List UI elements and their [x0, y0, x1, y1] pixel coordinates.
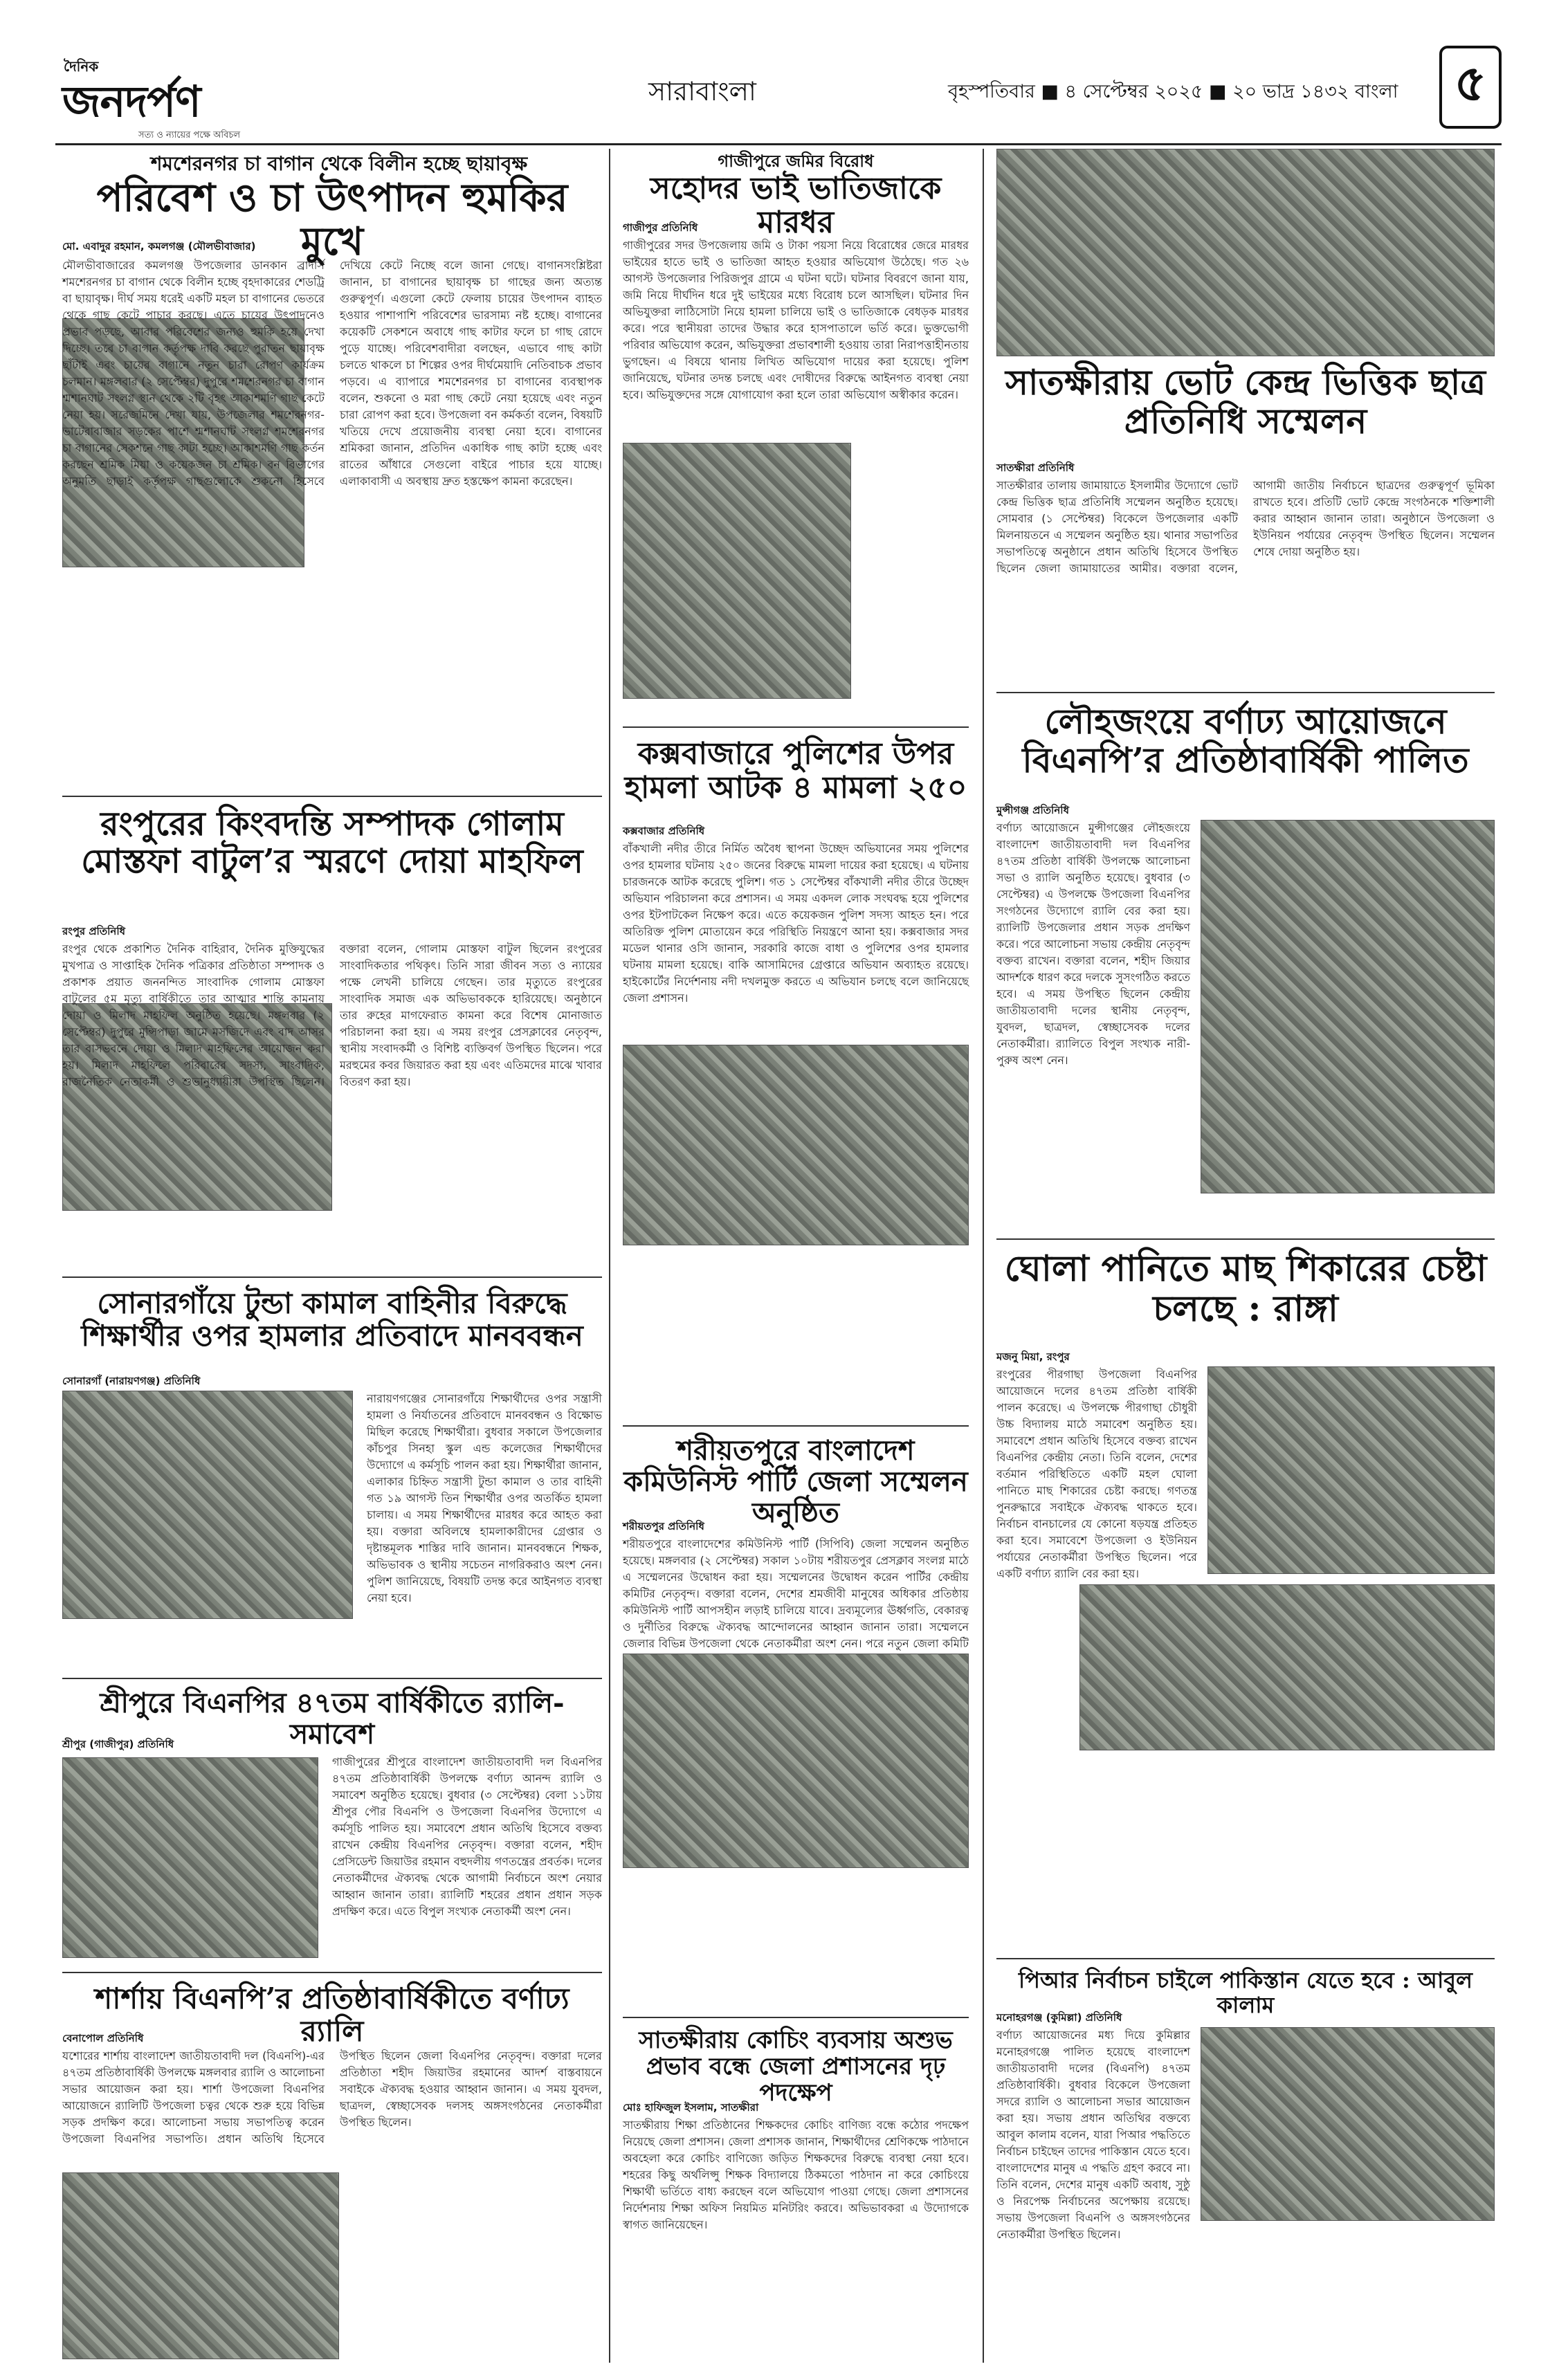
rangpur-byline: রংপুর প্রতিনিধি — [62, 925, 126, 937]
dateline: বৃহস্পতিবার ■ ৪ সেপ্টেম্বর ২০২৫ ■ ২০ ভাদ্র ১৪৩২ বাংলা — [948, 81, 1398, 102]
rule — [996, 1238, 1495, 1240]
sharsha-body: যশোরের শার্শায় বাংলাদেশ জাতীয়তাবাদী দল (বিএনপি)-এর ৪৭তম প্রতিষ্ঠাবার্ষিকী উপলক্ষে মঙ্গলবার র‍্যালি ও আলোচনা সভার আয়োজন করা হয়। শার্শা উপজেলা বিএনপির আয়োজনে র‍্যালিটি উপজেলা চত্বর থেকে শুরু হয়ে বিভিন্ন সড়ক প্রদক্ষিণ করে। আলোচনা সভায় সভাপতিত্ব করেন উপজেলা বিএনপির সভাপতি। প্রধান অতিথি হিসেবে উপস্থিত ছিলেন জেলা বিএনপির নেতৃবৃন্দ। বক্তারা দলের প্রতিষ্ঠাতা শহীদ জিয়াউর রহমানের আদর্শ বাস্তবায়নে সবাইকে ঐক্যবদ্ধ হওয়ার আহ্বান জানান। এ সময় যুবদল, ছাত্রদল, স্বেচ্ছাসেবক দলসহ অঙ্গসংগঠনের নেতাকর্মীরা উপস্থিত ছিলেন। — [62, 2049, 602, 2145]
pakistan-byline: মনোহরগঞ্জ (কুমিল্লা) প্রতিনিধি — [996, 2011, 1122, 2024]
pakistan-photo — [1201, 2027, 1495, 2221]
gazipur-headline: সহোদর ভাই ভাতিজাকে মারধর — [650, 171, 942, 241]
nameplate: জনদর্পণ — [62, 76, 201, 127]
rule — [62, 1276, 602, 1278]
column-rule-right — [983, 149, 984, 2363]
gazipur-kicker: গাজীপুরে জমির বিরোধ — [718, 152, 874, 171]
lohagara-byline: মুন্সীগঞ্জ প্রতিনিধি — [996, 804, 1069, 816]
pakistan-headline: পিআর নির্বাচন চাইলে পাকিস্তান যেতে হবে : আবুল কালাম — [1019, 1967, 1472, 2018]
tea-byline: মো. এবাদুর রহমান, কমলগঞ্জ (মৌলভীবাজার) — [62, 240, 256, 253]
tea-body: মৌলভীবাজারের কমলগঞ্জ উপজেলার ডানকান ব্রাদার্স শমশেরনগর চা বাগান থেকে বিলীন হচ্ছে বৃহদাকারের শেডট্রি বা ছায়াবৃক্ষ। দীর্ঘ সময় ধরেই একটি মহল চা বাগানের ভেতরে থেকে গাছ কেটে পাচার করছে। এতে চায়ের উৎপাদনেও প্রভাব পড়ছে, আবার পরিবেশের জন্যও হুমকি হয়ে দেখা দিচ্ছে। তবে চা বাগান কর্তৃপক্ষ দাবি করছে পুরাতন ছায়াবৃক্ষ ছাঁটাই এবং চায়ের বাগানে নতুন চারা রোপণ কার্যক্রম চলমান। মঙ্গলবার (২ সেপ্টেম্বর) দুপুরে শমশেরনগর চা বাগান শ্মশানঘাট সংলগ্ন স্থান থেকে ২টি বৃহৎ আকাশমণি গাছ কেটে নেয়া হয়। সরেজমিনে দেখা যায়, উপজেলার শমশেরনগর-ভাটেরাবাজার সড়কের পাশে শ্মশানঘাট সংলগ্ন শমশেরনগর চা বাগানের সেকশনে গাছ কাটা হচ্ছে। আকাশমণি গাছ কর্তন করছেন শ্রমিক মিয়া ও কয়েকজন চা শ্রমিক। বন বিভাগের অনুমতি ছাড়াই কর্তৃপক্ষ গাছগুলোকে শুকনো হিসেবে দেখিয়ে কেটে নিচ্ছে বলে জানা গেছে। বাগানসংশ্লিষ্টরা জানান, চা বাগানের ছায়াবৃক্ষ চা গাছের জন্য অত্যন্ত গুরুত্বপূর্ণ। এগুলো কেটে ফেলায় চায়ের উৎপাদন ব্যাহত হওয়ার পাশাপাশি পরিবেশের ভারসাম্য নষ্ট হচ্ছে। বাগানের কয়েকটি সেকশনে অবাধে গাছ কাটার ফলে চা গাছ রোদে পুড়ে যাচ্ছে। পরিবেশবাদীরা বলছেন, এভাবে গাছ কাটা চলতে থাকলে চা শিল্পের ওপর দীর্ঘমেয়াদি নেতিবাচক প্রভাব পড়বে। এ ব্যাপারে শমশেরনগর চা বাগানের ব্যবস্থাপক বলেন, শুকনো ও মরা গাছ কেটে নেয়া হয়েছে এবং নতুন চারা রোপণ করা হবে। উপজেলা বন কর্মকর্তা বলেন, বিষয়টি খতিয়ে দেখে প্রয়োজনীয় ব্যবস্থা নেয়া হবে। বাগানের শ্রমিকরা জানান, প্রতিদিন একাধিক গাছ কাটা হচ্ছে এবং রাতের আঁধারে সেগুলো বাইরে পাচার হয়ে যাচ্ছে। এলাকাবাসী এ অবস্থায় দ্রুত হস্তক্ষেপ কামনা করেছেন। — [62, 259, 602, 488]
fishing-photo-b — [1079, 1584, 1495, 1750]
satkhira-byline: সাতক্ষীরা প্রতিনিধি — [996, 461, 1075, 474]
coaching-byline: মোঃ হাফিজুল ইসলাম, সাতক্ষীরা — [623, 2101, 759, 2114]
lohagara-headline: লৌহজংয়ে বর্ণাঢ্য আয়োজনে বিএনপি’র প্রতিষ্ঠাবার্ষিকী পালিত — [1022, 701, 1469, 780]
section-label: সারাবাংলা — [648, 76, 756, 107]
shariat-headline: শরীয়তপুরে বাংলাদেশ কমিউনিস্ট পার্টি জেলা সম্মেলন অনুষ্ঠিত — [623, 1434, 968, 1529]
gazipur-photo — [623, 443, 851, 699]
coxs-photo — [623, 1045, 969, 1245]
coaching-headline: সাতক্ষীরায় কোচিং ব্যবসায় অশুভ প্রভাব বন্ধে জেলা প্রশাসনের দৃঢ় পদক্ষেপ — [639, 2026, 953, 2107]
tea-kicker: শমশেরনগর চা বাগান থেকে বিলীন হচ্ছে ছায়াবৃক্ষ — [150, 152, 528, 175]
sonargaon-body: নারায়ণগঞ্জের সোনারগাঁয়ে শিক্ষার্থীদের ওপর সন্ত্রাসী হামলা ও নির্যাতনের প্রতিবাদে মানববন্ধন ও বিক্ষোভ মিছিল করেছে শিক্ষার্থীরা। বুধবার সকালে উপজেলার কাঁচপুর সিনহা স্কুল এন্ড কলেজের শিক্ষার্থীদের উদ্যোগে এ কর্মসূচি পালন করা হয়। শিক্ষার্থীরা জানান, এলাকার চিহ্নিত সন্ত্রাসী টুন্ডা কামাল ও তার বাহিনী গত ১৯ আগস্ট তিন শিক্ষার্থীর ওপর অতর্কিত হামলা চালায়। এ সময় শিক্ষার্থীদের মারধর করে আহত করা হয়। বক্তারা অবিলম্বে হামলাকারীদের গ্রেপ্তার ও দৃষ্টান্তমূলক শাস্তির দাবি জানান। মানববন্ধনে শিক্ষক, অভিভাবক ও স্থানীয় সচেতন নাগরিকরাও অংশ নেন। পুলিশ জানিয়েছে, বিষয়টি তদন্ত করে আইনগত ব্যবস্থা নেয়া হবে। — [367, 1392, 602, 1604]
sreepur-photo — [62, 1757, 318, 1958]
sreepur-headline: শ্রীপুরে বিএনপির ৪৭তম বার্ষিকীতে র‌্যালি-সমাবেশ — [100, 1687, 565, 1750]
tea-headline: পরিবেশ ও চা উৎপাদন হুমকির মুখে — [96, 175, 568, 264]
rangpur-headline: রংপুরের কিংবদন্তি সম্পাদক গোলাম মোস্তফা বাটুল’র স্মরণে দোয়া মাহফিল — [81, 805, 583, 881]
sonargaon-headline: সোনারগাঁয়ে টুন্ডা কামাল বাহিনীর বিরুদ্ধে শিক্ষার্থীর ওপর হামলার প্রতিবাদে মানববন্ধন — [81, 1286, 583, 1353]
sreepur-byline: শ্রীপুর (গাজীপুর) প্রতিনিধি — [62, 1738, 174, 1750]
sreepur-body: গাজীপুরের শ্রীপুরে বাংলাদেশ জাতীয়তাবাদী দল বিএনপির ৪৭তম প্রতিষ্ঠাবার্ষিকী উপলক্ষে বর্ণাঢ্য আনন্দ র‌্যালি ও সমাবেশ অনুষ্ঠিত হয়েছে। বুধবার (৩ সেপ্টেম্বর) বেলা ১১টায় শ্রীপুর পৌর বিএনপি ও উপজেলা বিএনপির উদ্যোগে এ কর্মসূচি পালিত হয়। সমাবেশে প্রধান অতিথি হিসেবে বক্তব্য রাখেন কেন্দ্রীয় বিএনপির নেতৃবৃন্দ। বক্তারা বলেন, শহীদ প্রেসিডেন্ট জিয়াউর রহমান বহুদলীয় গণতন্ত্রের প্রবর্তক। দলের নেতাকর্মীদের ঐক্যবদ্ধ থেকে আগামী নির্বাচনে অংশ নেয়ার আহ্বান জানান তারা। র‌্যালিটি শহরের প্রধান প্রধান সড়ক প্রদক্ষিণ করে। এতে বিপুল সংখ্যক নেতাকর্মী অংশ নেন। — [332, 1755, 602, 1918]
shariat-body: শরীয়তপুরে বাংলাদেশের কমিউনিস্ট পার্টি (সিপিবি) জেলা সম্মেলন অনুষ্ঠিত হয়েছে। মঙ্গলবার (২ সেপ্টেম্বর) সকাল ১০টায় শরীয়তপুর প্রেসক্লাব সংলগ্ন মাঠে এ সম্মেলনের উদ্বোধন করা হয়। সম্মেলনের উদ্বোধন করেন পার্টির কেন্দ্রীয় কমিটির নেতৃবৃন্দ। বক্তারা বলেন, দেশের শ্রমজীবী মানুষের অধিকার প্রতিষ্ঠায় কমিউনিস্ট পার্টি আপসহীন লড়াই চালিয়ে যাবে। দ্রব্যমূল্যের ঊর্ধ্বগতি, বেকারত্ব ও দুর্নীতির বিরুদ্ধে ঐক্যবদ্ধ আন্দোলনের আহ্বান জানান তারা। সম্মেলনে জেলার বিভিন্ন উপজেলা থেকে নেতাকর্মীরা অংশ নেন। পরে নতুন জেলা কমিটি — [623, 1537, 969, 1650]
coaching-body: সাতক্ষীরায় শিক্ষা প্রতিষ্ঠানের শিক্ষকদের কোচিং বাণিজ্য বন্ধে কঠোর পদক্ষেপ নিয়েছে জেলা প্রশাসন। জেলা প্রশাসক জানান, শিক্ষার্থীদের শ্রেণিকক্ষে পাঠদানে অবহেলা করে কোচিং বাণিজ্যে জড়িত শিক্ষকদের বিরুদ্ধে ব্যবস্থা নেয়া হবে। শহরের কিছু অর্থলিপ্সু শিক্ষক বিদ্যালয়ে ঠিকমতো পাঠদান না করে কোচিংয়ে শিক্ষার্থী ভর্তিতে বাধ্য করছেন বলে অভিযোগ পাওয়া গেছে। জেলা প্রশাসনের নির্দেশনায় শিক্ষা অফিস নিয়মিত মনিটরিং করবে। অভিভাবকরা এ উদ্যোগকে স্বাগত জানিয়েছেন। — [623, 2118, 969, 2231]
sharsha-headline: শার্শায় বিএনপি’র প্রতিষ্ঠাবার্ষিকীতে বর্ণাঢ্য র‍্যালি — [95, 1981, 569, 2049]
rule — [623, 2017, 969, 2018]
fishing-byline: মজনু মিয়া, রংপুর — [996, 1351, 1070, 1363]
lohagara-body: বর্ণাঢ্য আয়োজনে মুন্সীগঞ্জের লৌহজংয়ে বাংলাদেশ জাতীয়তাবাদী দল বিএনপির ৪৭তম প্রতিষ্ঠা বার্ষিকী উপলক্ষে আলোচনা সভা ও র‌্যালি অনুষ্ঠিত হয়েছে। বুধবার (৩ সেপ্টেম্বর) এ উপলক্ষে উপজেলা বিএনপির সংগঠনের উদ্যোগে র‌্যালি বের করা হয়। র‌্যালিটি উপজেলার প্রধান সড়ক প্রদক্ষিণ করে। পরে আলোচনা সভায় কেন্দ্রীয় নেতৃবৃন্দ বক্তব্য রাখেন। বক্তারা বলেন, শহীদ জিয়ার আদর্শকে ধারণ করে দলকে সুসংগঠিত করতে হবে। এ সময় উপস্থিত ছিলেন কেন্দ্রীয় জাতীয়তাবাদী দলের স্থানীয় নেতৃবৃন্দ, যুবদল, ছাত্রদল, স্বেচ্ছাসেবক দলের নেতাকর্মীরা। র‌্যালিতে বিপুল সংখ্যক নারী-পুরুষ অংশ নেন। — [996, 821, 1190, 1067]
column-rule-left — [609, 149, 610, 2363]
rule — [623, 726, 969, 728]
rule — [996, 692, 1495, 693]
rule — [62, 796, 602, 797]
fishing-body: রংপুরের পীরগাছা উপজেলা বিএনপির আয়োজনে দলের ৪৭তম প্রতিষ্ঠা বার্ষিকী পালন করেছে। এ উপলক্ষে পীরগাছা চৌধুরী উচ্চ বিদ্যালয় মাঠে সমাবেশ অনুষ্ঠিত হয়। সমাবেশে প্রধান অতিথি হিসেবে বক্তব্য রাখেন বিএনপির কেন্দ্রীয় নেতা। তিনি বলেন, দেশের বর্তমান পরিস্থিতিতে একটি মহল ঘোলা পানিতে মাছ শিকারের চেষ্টা করছে। গণতন্ত্র পুনরুদ্ধারে সবাইকে ঐক্যবদ্ধ থাকতে হবে। নির্বাচন বানচালের যে কোনো ষড়যন্ত্র প্রতিহত করা হবে। সমাবেশে উপজেলা ও ইউনিয়ন পর্যায়ের নেতাকর্মীরা উপস্থিত ছিলেন। পরে একটি বর্ণাঢ্য র‌্যালি বের করা হয়। — [996, 1368, 1197, 1580]
masthead — [55, 42, 1502, 145]
satkhira-photo — [996, 149, 1495, 356]
nameplate-tagline: সত্য ও ন্যায়ের পক্ষে অবিচল — [138, 130, 241, 140]
sharsha-byline: বেনাপোল প্রতিনিধি — [62, 2032, 144, 2044]
rule — [62, 1678, 602, 1679]
gazipur-body: গাজীপুরের সদর উপজেলায় জমি ও টাকা পয়সা নিয়ে বিরোধের জেরে মারধর ভাইয়ের হাতে ভাই ও ভাতিজা আহত হওয়ার অভিযোগ উঠেছে। গত ২৬ আগস্ট উপজেলার পিরিজপুর গ্রামে এ ঘটনা ঘটে। ঘটনার বিবরণে জানা যায়, জমি নিয়ে দীর্ঘদিন ধরে দুই ভাইয়ের মধ্যে বিরোধ চলে আসছিল। ঘটনার দিন অভিযুক্তরা লাঠিসোটা নিয়ে হামলা চালিয়ে ভাই ও ভাতিজাকে বেধড়ক মারধর করে। পরে স্থানীয়রা তাদের উদ্ধার করে হাসপাতালে ভর্তি করে। ভুক্তভোগী পরিবার অভিযোগ করেন, অভিযুক্তরা প্রভাবশালী হওয়ায় তারা নিরাপত্তাহীনতায় ভুগছেন। এ বিষয়ে থানায় লিখিত অভিযোগ দায়ের করা হয়েছে। পুলিশ জানিয়েছে, ঘটনার তদন্ত চলছে এবং দোষীদের বিরুদ্ধে আইনগত ব্যবস্থা নেয়া হবে। অভিযুক্তদের সঙ্গে যোগাযোগ করা হলে তারা অভিযোগ অস্বীকার করেন। — [623, 239, 969, 401]
nameplate-prefix: দৈনিক — [64, 58, 99, 75]
shariat-byline: শরীয়তপুর প্রতিনিধি — [623, 1520, 704, 1532]
rule — [996, 1958, 1495, 1959]
coxs-byline: কক্সবাজার প্রতিনিধি — [623, 825, 705, 837]
sonargaon-photo — [62, 1391, 353, 1619]
satkhira-headline: সাতক্ষীরায় ভোট কেন্দ্র ভিত্তিক ছাত্র প্রতিনিধি সম্মেলন — [1005, 362, 1486, 441]
sonargaon-byline: সোনারগাঁ (নারায়ণগঞ্জ) প্রতিনিধি — [62, 1375, 201, 1387]
pakistan-body: বর্ণাঢ্য আয়োজনের মধ্য দিয়ে কুমিল্লার মনোহরগঞ্জে পালিত হয়েছে বাংলাদেশ জাতীয়তাবাদী দলের (বিএনপি) ৪৭তম প্রতিষ্ঠাবার্ষিকী। বুধবার বিকেলে উপজেলা সদরে র‌্যালি ও আলোচনা সভার আয়োজন করা হয়। সভায় প্রধান অতিথির বক্তব্যে আবুল কালাম বলেন, যারা পিআর পদ্ধতিতে নির্বাচন চাইছেন তাদের পাকিস্তান যেতে হবে। বাংলাদেশের মানুষ এ পদ্ধতি গ্রহণ করবে না। তিনি বলেন, দেশের মানুষ একটি অবাধ, সুষ্ঠু ও নিরপেক্ষ নির্বাচনের অপেক্ষায় রয়েছে। সভায় উপজেলা বিএনপি ও অঙ্গসংগঠনের নেতাকর্মীরা উপস্থিত ছিলেন। — [996, 2029, 1190, 2241]
coxs-headline: কক্সবাজারে পুলিশের উপর হামলা আটক ৪ মামলা ২৫০ — [624, 736, 967, 806]
sharsha-photo — [62, 2172, 339, 2359]
coxs-body: বাঁকখালী নদীর তীরে নির্মিত অবৈধ স্থাপনা উচ্ছেদ অভিযানের সময় পুলিশের ওপর হামলার ঘটনায় ২৫০ জনের বিরুদ্ধে মামলা দায়ের করা হয়েছে। এ ঘটনায় চারজনকে আটক করেছে পুলিশ। গত ১ সেপ্টেম্বর বাঁকখালী নদীর তীরে উচ্ছেদ অভিযান পরিচালনা করে প্রশাসন। এ সময় একদল লোক সংঘবদ্ধ হয়ে পুলিশের ওপর ইটপাটকেল নিক্ষেপ করে। এতে কয়েকজন পুলিশ সদস্য আহত হন। পরে অতিরিক্ত পুলিশ মোতায়েন করে পরিস্থিতি নিয়ন্ত্রণে আনা হয়। কক্সবাজার সদর মডেল থানার ওসি জানান, সরকারি কাজে বাধা ও পুলিশের ওপর হামলার ঘটনায় মামলা হয়েছে। বাকি আসামিদের গ্রেপ্তারে অভিযান অব্যাহত রয়েছে। হাইকোর্টের নির্দেশনায় নদী দখলমুক্ত করতে এ অভিযান চলছে বলে জানিয়েছে জেলা প্রশাসন। — [623, 842, 969, 1005]
lohagara-photo — [1201, 820, 1495, 1193]
rule — [62, 1972, 602, 1973]
rule — [623, 1425, 969, 1427]
satkhira-body: সাতক্ষীরার তালায় জামায়াতে ইসলামীর উদ্যোগে ভোট কেন্দ্র ভিত্তিক ছাত্র প্রতিনিধি সম্মেলন অনুষ্ঠিত হয়েছে। সোমবার (১ সেপ্টেম্বর) বিকেলে উপজেলার একটি মিলনায়তনে এ সম্মেলন অনুষ্ঠিত হয়। থানার সভাপতির সভাপতিত্বে অনুষ্ঠানে প্রধান অতিথি হিসেবে উপস্থিত ছিলেন জেলা জামায়াতের আমীর। বক্তারা বলেন, আগামী জাতীয় নির্বাচনে ছাত্রদের গুরুত্বপূর্ণ ভূমিকা রাখতে হবে। প্রতিটি ভোট কেন্দ্রে সংগঠনকে শক্তিশালী করার আহ্বান জানান তারা। অনুষ্ঠানে উপজেলা ও ইউনিয়ন পর্যায়ের নেতৃবৃন্দ উপস্থিত ছিলেন। সম্মেলন শেষে দোয়া অনুষ্ঠিত হয়। — [996, 479, 1495, 575]
rangpur-body: রংপুর থেকে প্রকাশিত দৈনিক বাহিরাব, দৈনিক মুক্তিযুদ্ধের মুখপাত্র ও সাপ্তাহিক দৈনিক পত্রিকার প্রতিষ্ঠাতা সম্পাদক ও প্রকাশক প্রয়াত জননন্দিত সাংবাদিক গোলাম মোস্তফা বাটুলের ৫ম মৃত্যু বার্ষিকীতে তার আত্মার শান্তি কামনায় দোয়া ও মিলাদ মাহফিল অনুষ্ঠিত হয়েছে। মঙ্গলবার (২ সেপ্টেম্বর) দুপুরে মুন্সিপাড়া জামে মসজিদে এবং বাদ আসর তার বাসভবনে দোয়া ও মিলাদ মাহফিলের আয়োজন করা হয়। মিলাদ মাহফিলে পরিবারের সদস্য, সাংবাদিক, রাজনৈতিক নেতাকর্মী ও শুভানুধ্যায়ীরা উপস্থিত ছিলেন। বক্তারা বলেন, গোলাম মোস্তফা বাটুল ছিলেন রংপুরের সাংবাদিকতার পথিকৃৎ। তিনি সারা জীবন সত্য ও ন্যায়ের পক্ষে লেখনী চালিয়ে গেছেন। তার মৃত্যুতে রংপুরের সাংবাদিক সমাজ এক অভিভাবককে হারিয়েছে। অনুষ্ঠানে তার রুহের মাগফেরাত কামনা করে বিশেষ মোনাজাত পরিচালনা করা হয়। এ সময় রংপুর প্রেসক্লাবের নেতৃবৃন্দ, স্থানীয় সংবাদকর্মী ও বিশিষ্ট ব্যক্তিবর্গ উপস্থিত ছিলেন। পরে মরহুমের কবর জিয়ারত করা হয় এবং এতিমদের মাঝে খাবার বিতরণ করা হয়। — [62, 942, 602, 1088]
fishing-photo-a — [1207, 1366, 1495, 1574]
page-number: ৫ — [1439, 46, 1502, 129]
shariat-photo — [623, 1654, 969, 1868]
fishing-headline: ঘোলা পানিতে মাছ শিকারের চেষ্টা চলছে : রাঙ্গা — [1004, 1247, 1487, 1330]
gazipur-byline: গাজীপুর প্রতিনিধি — [623, 221, 698, 234]
